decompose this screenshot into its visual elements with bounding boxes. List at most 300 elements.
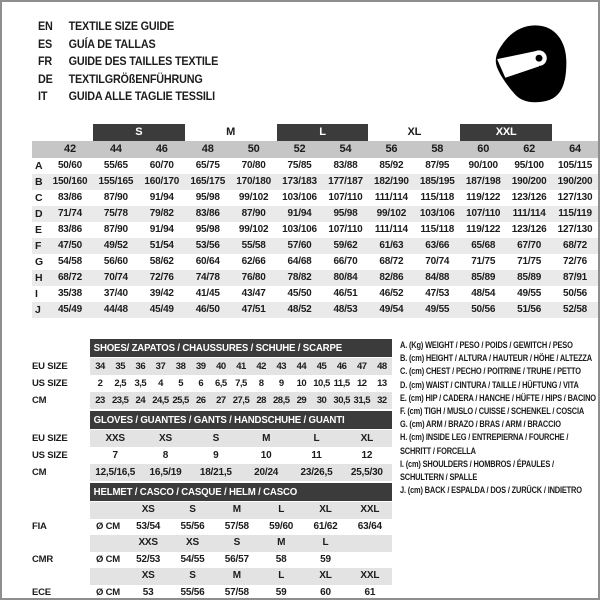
shoe-cm-value: 27,5	[232, 395, 250, 406]
shoe-us-size: 8	[258, 378, 264, 389]
language-label: GUÍA DE TALLAS	[68, 36, 156, 51]
helmet-cm-value: 56/57	[224, 553, 249, 565]
helmet-cm-value: 61/62	[313, 520, 338, 532]
glove-size: M	[262, 433, 271, 444]
legend-item: F. (cm) TIGH / MUSLO / CUISSE / SCHENKEL / COSCIA	[400, 406, 585, 417]
helmet-cm-value: 58	[275, 553, 287, 565]
measurement-cell: 48/54	[471, 288, 496, 299]
helmet-cm-value: 57/58	[224, 586, 249, 598]
measurement-cell: 111/114	[512, 208, 546, 219]
helmet-cm-value: 60	[320, 586, 331, 598]
helmet-size: L	[322, 537, 329, 548]
shoes-us-row	[32, 375, 392, 392]
row-letter: C	[35, 192, 43, 204]
measurement-cell: 49/55	[517, 288, 542, 299]
language-row	[38, 88, 218, 106]
cmr-values-row	[32, 552, 392, 569]
helmet-size: L	[278, 570, 285, 581]
ece-values-row	[32, 585, 392, 602]
us-size-label: US SIZE	[32, 450, 68, 461]
shoe-eu-size: 43	[276, 361, 287, 372]
shoe-eu-size: 45	[316, 361, 327, 372]
measurement-cell: 57/60	[287, 240, 312, 251]
measurement-cell: 87/95	[425, 160, 450, 171]
measurement-cell: 61/63	[379, 240, 404, 251]
row-letter: G	[35, 256, 43, 268]
measurement-cell: 87/90	[103, 192, 128, 203]
helmet-table	[32, 483, 392, 601]
glove-us-size: 11	[311, 450, 322, 461]
measurement-cell: 66/70	[333, 256, 358, 267]
language-code: ES	[38, 36, 53, 51]
helmet-cm-value	[348, 552, 392, 569]
measurement-cell: 53/56	[195, 240, 220, 251]
measurement-cell: 182/190	[373, 176, 409, 187]
shoe-eu-size: 36	[135, 361, 146, 372]
size-number: 42	[64, 143, 76, 155]
measurement-cell: 70/80	[241, 160, 266, 171]
racing-helmet-icon	[488, 20, 570, 110]
measurement-cell: 85/92	[379, 160, 404, 171]
measurement-cell: 72/76	[563, 256, 588, 267]
shoe-us-size: 2,5	[114, 378, 127, 389]
measurement-cell: 127/130	[557, 192, 593, 203]
measurement-cell: 91/94	[149, 192, 174, 203]
measurement-cell: 54/58	[57, 256, 82, 267]
measurement-cell: 177/187	[328, 176, 363, 187]
language-code: FR	[38, 54, 53, 68]
helmet-size: XS	[141, 504, 155, 515]
helmet-size: XL	[319, 504, 332, 515]
size-group-xxl: XXL	[460, 124, 552, 141]
measurement-cell: 49/52	[103, 240, 128, 251]
measurement-cell: 170/180	[236, 176, 271, 187]
size-group-s: S	[93, 124, 185, 141]
textile-row-i	[32, 286, 598, 302]
measurement-cell: 103/106	[282, 224, 317, 235]
measurement-cell: 83/86	[57, 192, 82, 203]
spacer	[90, 568, 126, 585]
measurement-cell: 68/72	[379, 256, 404, 267]
shoe-eu-size: 39	[195, 361, 206, 372]
gloves-title: GLOVES / GUANTES / GANTS / HANDSCHUHE / GUANTI	[93, 414, 345, 426]
measurement-cell: 52/58	[563, 304, 588, 315]
helmet-size: XS	[141, 570, 155, 581]
measurement-cell: 60/64	[195, 256, 220, 267]
glove-cm-value: 12,5/16,5	[95, 467, 136, 478]
shoes-header	[32, 339, 392, 357]
shoe-cm-value: 28,5	[273, 395, 290, 406]
measurement-cell: 190/200	[557, 176, 593, 187]
measurement-cell: 105/115	[557, 160, 593, 171]
size-number: 52	[293, 143, 306, 155]
language-list	[38, 18, 218, 106]
measurement-cell: 64/68	[287, 256, 312, 267]
shoes-cm-row	[32, 392, 392, 409]
glove-cm-value: 16,5/19	[149, 467, 182, 478]
shoe-eu-size: 44	[296, 361, 307, 372]
diameter-label: Ø CM	[96, 520, 121, 532]
shoe-eu-size: 37	[155, 361, 166, 372]
legend-item: A. (Kg) WEIGHT / PESO / POIDS / GEWITCH / PESO	[400, 340, 573, 350]
measurement-cell: 48/52	[287, 304, 312, 315]
glove-us-size: 10	[260, 450, 272, 461]
measurement-legend	[400, 339, 598, 497]
ece-label: ECE	[32, 586, 51, 598]
helmet-cm-value: 53	[142, 586, 154, 598]
measurement-cell: 78/82	[287, 272, 312, 283]
measurement-cell: 44/48	[103, 304, 128, 315]
shoe-cm-value: 28	[256, 395, 266, 406]
shoe-eu-size: 35	[115, 361, 125, 372]
measurement-cell: 70/74	[103, 272, 128, 283]
measurement-cell: 87/90	[103, 224, 128, 235]
helmet-cm-value: 55/56	[180, 586, 205, 598]
measurement-cell: 165/175	[190, 176, 226, 187]
size-number: 48	[201, 143, 214, 155]
spacer	[32, 411, 90, 429]
measurement-cell: 99/102	[376, 208, 407, 219]
measurement-cell: 160/170	[144, 176, 180, 187]
shoe-cm-value: 25,5	[172, 395, 189, 406]
measurement-cell: 83/86	[57, 224, 82, 235]
measurement-cell: 91/94	[287, 208, 312, 219]
helmet-size: XXL	[360, 504, 380, 515]
shoe-cm-value: 24	[135, 395, 146, 406]
helmet-size: S	[189, 504, 196, 515]
glove-size: XL	[360, 433, 374, 444]
measurement-cell: 70/74	[425, 256, 450, 267]
measurement-cell: 185/195	[419, 176, 455, 187]
language-label: GUIDA ALLE TAGLIE TESSILI	[68, 89, 215, 103]
helmet-title: HELMET / CASCO / CASQUE / HELM / CASCO	[93, 486, 298, 498]
lower-tables	[32, 339, 392, 603]
measurement-cell: 115/119	[558, 208, 592, 219]
shoe-us-size: 3,5	[134, 378, 147, 389]
corner-spacer	[32, 141, 47, 158]
measurement-cell: 71/75	[471, 256, 496, 267]
measurement-cell: 58/62	[149, 256, 174, 267]
measurement-cell: 68/72	[563, 240, 588, 251]
measurement-cell: 68/72	[57, 272, 82, 283]
helmet-size: S	[233, 537, 241, 548]
measurement-cell: 48/53	[333, 304, 358, 315]
helmet-size: L	[278, 504, 285, 515]
shoe-us-size: 13	[377, 378, 387, 389]
language-code: EN	[38, 19, 53, 33]
language-row	[38, 53, 218, 71]
gloves-header	[32, 411, 392, 429]
size-number: 44	[109, 143, 122, 155]
shoe-us-size: 6,5	[215, 378, 227, 389]
measurement-cell: 90/100	[468, 160, 498, 171]
legend-item: G. (cm) ARM / BRAZO / BRAS / ARM / BRACCIO	[400, 419, 561, 430]
helmet-cm-value: 55/56	[180, 520, 205, 532]
cmr-label: CMR	[32, 553, 54, 565]
measurement-cell: 119/122	[466, 192, 501, 203]
measurement-cell: 67/70	[517, 240, 542, 251]
measurement-cell: 187/198	[465, 176, 501, 187]
glove-size: XXS	[105, 433, 125, 444]
measurement-cell: 111/114	[374, 192, 408, 203]
measurement-cell: 71/74	[57, 208, 82, 219]
measurement-cell: 95/98	[333, 208, 358, 219]
size-number: 62	[523, 143, 536, 155]
helmet-cm-value: 57/58	[224, 520, 249, 532]
helmet-cm-value: 53/54	[136, 520, 161, 532]
measurement-cell: 99/102	[238, 224, 269, 235]
eu-size-label: EU SIZE	[32, 361, 68, 372]
measurement-cell: 115/118	[420, 192, 455, 203]
measurement-cell: 47/50	[57, 240, 82, 251]
measurement-cell: 55/58	[241, 240, 266, 251]
shoe-cm-value: 32	[377, 395, 387, 406]
diameter-label: Ø CM	[96, 553, 121, 565]
helmet-size: XXL	[360, 570, 380, 581]
measurement-cell: 82/86	[379, 272, 404, 283]
glove-us-size: 9	[213, 450, 219, 461]
language-row	[38, 71, 218, 89]
size-number: 56	[385, 143, 398, 155]
measurement-cell: 74/78	[195, 272, 220, 283]
shoes-title-bar	[90, 339, 392, 357]
gloves-table	[32, 411, 392, 481]
measurement-cell: 56/60	[103, 256, 128, 267]
glove-cm-value: 20/24	[254, 467, 279, 478]
measurement-cell: 47/51	[241, 304, 266, 315]
measurement-cell: 87/91	[563, 272, 588, 283]
measurement-cell: 119/122	[466, 224, 501, 235]
helmet-size: M	[232, 504, 241, 515]
helmet-size	[348, 535, 392, 552]
measurement-cell: 115/118	[420, 224, 455, 235]
measurement-cell: 111/114	[374, 224, 408, 235]
measurement-cell: 60/70	[149, 160, 174, 171]
glove-cm-value: 23/26,5	[300, 467, 333, 478]
shoe-cm-value: 29	[296, 395, 307, 406]
size-number: 64	[569, 143, 581, 155]
helmet-size: XL	[319, 570, 332, 581]
textile-row-c	[32, 190, 598, 206]
measurement-cell: 65/75	[195, 160, 220, 171]
measurement-cell: 95/100	[514, 160, 544, 171]
measurement-cell: 51/56	[517, 304, 542, 315]
measurement-cell: 49/55	[425, 304, 450, 315]
measurement-cell: 83/86	[195, 208, 220, 219]
measurement-cell: 50/60	[57, 160, 82, 171]
measurement-cell: 62/66	[241, 256, 266, 267]
spacer	[32, 568, 90, 585]
textile-row-g	[32, 254, 598, 270]
shoe-us-size: 12	[357, 378, 367, 389]
measurement-cell: 123/126	[511, 224, 547, 235]
size-group-l: L	[277, 124, 369, 141]
glove-cm-value: 25,5/30	[350, 467, 383, 478]
shoe-cm-value: 26	[195, 395, 206, 406]
us-size-label: US SIZE	[32, 378, 68, 389]
measurement-cell: 190/200	[511, 176, 547, 187]
helmet-cm-value: 59/60	[269, 520, 294, 532]
measurement-cell: 83/88	[333, 160, 358, 171]
helmet-title-bar	[90, 483, 392, 501]
legend-item: C. (cm) CHEST / PECHO / POITRINE / TRUHE / PETTO	[400, 366, 581, 377]
eu-size-label: EU SIZE	[32, 433, 68, 444]
language-row	[38, 18, 218, 36]
measurement-cell: 46/50	[195, 304, 220, 315]
language-code: IT	[38, 89, 48, 103]
shoe-us-size: 5	[178, 378, 183, 389]
helmet-size: M	[277, 537, 286, 548]
measurement-cell: 91/94	[149, 224, 174, 235]
measurement-cell: 63/66	[425, 240, 450, 251]
language-row	[38, 36, 218, 54]
measurement-cell: 95/98	[195, 192, 220, 203]
shoe-us-size: 9	[278, 378, 284, 389]
measurement-cell: 79/82	[149, 208, 174, 219]
shoe-us-size: 4	[158, 378, 163, 389]
measurement-cell: 35/38	[57, 288, 82, 299]
row-letter: A	[35, 160, 43, 172]
helmet-cm-value: 59	[275, 586, 287, 598]
gloves-us-row	[32, 447, 392, 464]
measurement-cell: 123/126	[511, 192, 547, 203]
measurement-cell: 71/75	[517, 256, 542, 267]
shoe-us-size: 6	[198, 378, 204, 389]
size-number-row	[32, 141, 598, 158]
measurement-cell: 41/45	[195, 288, 220, 299]
shoe-cm-value: 23,5	[111, 395, 129, 406]
shoe-cm-value: 24,5	[152, 395, 169, 406]
row-letter: F	[35, 240, 42, 252]
shoe-us-size: 10	[296, 378, 307, 389]
shoe-eu-size: 38	[175, 361, 186, 372]
textile-size-table	[32, 124, 598, 318]
glove-us-size: 8	[162, 450, 169, 461]
measurement-cell: 49/54	[379, 304, 404, 315]
ece-sizes-row	[32, 568, 392, 585]
shoe-cm-value: 27	[216, 395, 226, 406]
shoe-eu-size: 47	[357, 361, 367, 372]
shoe-eu-size: 40	[216, 361, 226, 372]
shoe-eu-size: 48	[377, 361, 387, 372]
shoe-us-size: 11,5	[333, 378, 350, 389]
measurement-cell: 46/51	[333, 288, 358, 299]
size-group-row	[32, 124, 598, 141]
spacer	[32, 339, 90, 357]
helmet-size: XXS	[138, 537, 158, 548]
measurement-cell: 87/90	[241, 208, 266, 219]
shoe-cm-value: 23	[95, 395, 105, 406]
cm-label: CM	[32, 395, 47, 406]
measurement-cell: 150/160	[52, 176, 88, 187]
legend-item: H. (cm) INSIDE LEG / ENTREPIERNA / FOURCHE / SCHRITT / FORCELLA	[400, 432, 569, 456]
textile-row-h	[32, 270, 598, 286]
shoe-cm-value: 31,5	[353, 395, 371, 406]
size-number: 58	[431, 143, 444, 155]
measurement-cell: 103/106	[282, 192, 317, 203]
glove-size: S	[212, 433, 220, 444]
measurement-cell: 155/165	[98, 176, 134, 187]
gloves-eu-row	[32, 430, 392, 447]
fia-values-row	[32, 519, 392, 536]
glove-size: L	[313, 433, 320, 444]
textile-row-d	[32, 206, 598, 222]
textile-row-b	[32, 174, 598, 190]
spacer	[90, 535, 126, 552]
measurement-cell: 85/89	[471, 272, 496, 283]
measurement-cell: 46/52	[379, 288, 404, 299]
spacer	[90, 502, 126, 519]
size-number: 54	[339, 143, 352, 155]
shoe-cm-value: 30	[316, 395, 327, 406]
measurement-cell: 95/98	[195, 224, 220, 235]
helmet-cm-value: 63/64	[357, 520, 382, 532]
spacer	[32, 535, 90, 552]
shoe-eu-size: 34	[95, 361, 105, 372]
textile-row-a	[32, 158, 598, 174]
glove-cm-value: 18/21,5	[199, 467, 232, 478]
size-group-xl: XL	[407, 126, 422, 138]
size-number: 46	[155, 143, 168, 155]
measurement-cell: 50/56	[471, 304, 496, 315]
shoes-eu-row	[32, 358, 392, 375]
fia-label: FIA	[32, 520, 47, 532]
cmr-sizes-row	[32, 535, 392, 552]
row-letter: B	[35, 176, 43, 188]
measurement-cell: 107/110	[328, 224, 363, 235]
measurement-cell: 39/42	[149, 288, 174, 299]
row-letter: H	[35, 272, 43, 284]
measurement-cell: 85/89	[517, 272, 542, 283]
measurement-cell: 127/130	[557, 224, 593, 235]
legend-item: I. (cm) SHOULDERS / HOMBROS / ÉPAULES / SCHULTERN / SPALLE	[400, 458, 554, 483]
measurement-cell: 103/106	[419, 208, 455, 219]
shoe-us-size: 2	[97, 378, 103, 389]
measurement-cell: 47/53	[425, 288, 450, 299]
glove-us-size: 7	[112, 450, 118, 461]
language-label: TEXTILE SIZE GUIDE	[68, 19, 174, 33]
measurement-cell: 107/110	[328, 192, 363, 203]
gloves-title-bar	[90, 411, 392, 429]
cm-label: CM	[32, 467, 47, 478]
measurement-cell: 76/80	[241, 272, 266, 283]
measurement-cell: 75/85	[287, 160, 312, 171]
size-group-m: M	[226, 126, 236, 138]
shoes-table	[32, 339, 392, 409]
diameter-label: Ø CM	[96, 586, 121, 598]
language-code: DE	[38, 71, 53, 86]
measurement-cell: 45/49	[149, 304, 174, 315]
shoe-us-size: 10,5	[313, 378, 330, 389]
row-letter: E	[35, 224, 42, 236]
textile-row-f	[32, 238, 598, 254]
measurement-cell: 173/183	[282, 176, 317, 187]
fia-sizes-row	[32, 502, 392, 519]
helmet-cm-value: 61	[364, 586, 376, 598]
shoe-us-size: 7,5	[235, 378, 247, 389]
row-letter: D	[35, 208, 43, 220]
helmet-size: M	[232, 570, 241, 581]
measurement-cell: 45/49	[57, 304, 82, 315]
helmet-size: XS	[186, 537, 199, 548]
measurement-cell: 72/76	[149, 272, 174, 283]
measurement-cell: 50/56	[563, 288, 588, 299]
shoe-cm-value: 30,5	[333, 395, 350, 406]
helmet-cm-value: 52/53	[136, 553, 161, 565]
spacer	[32, 483, 90, 501]
shoe-eu-size: 42	[256, 361, 266, 372]
measurement-cell: 37/40	[103, 288, 128, 299]
